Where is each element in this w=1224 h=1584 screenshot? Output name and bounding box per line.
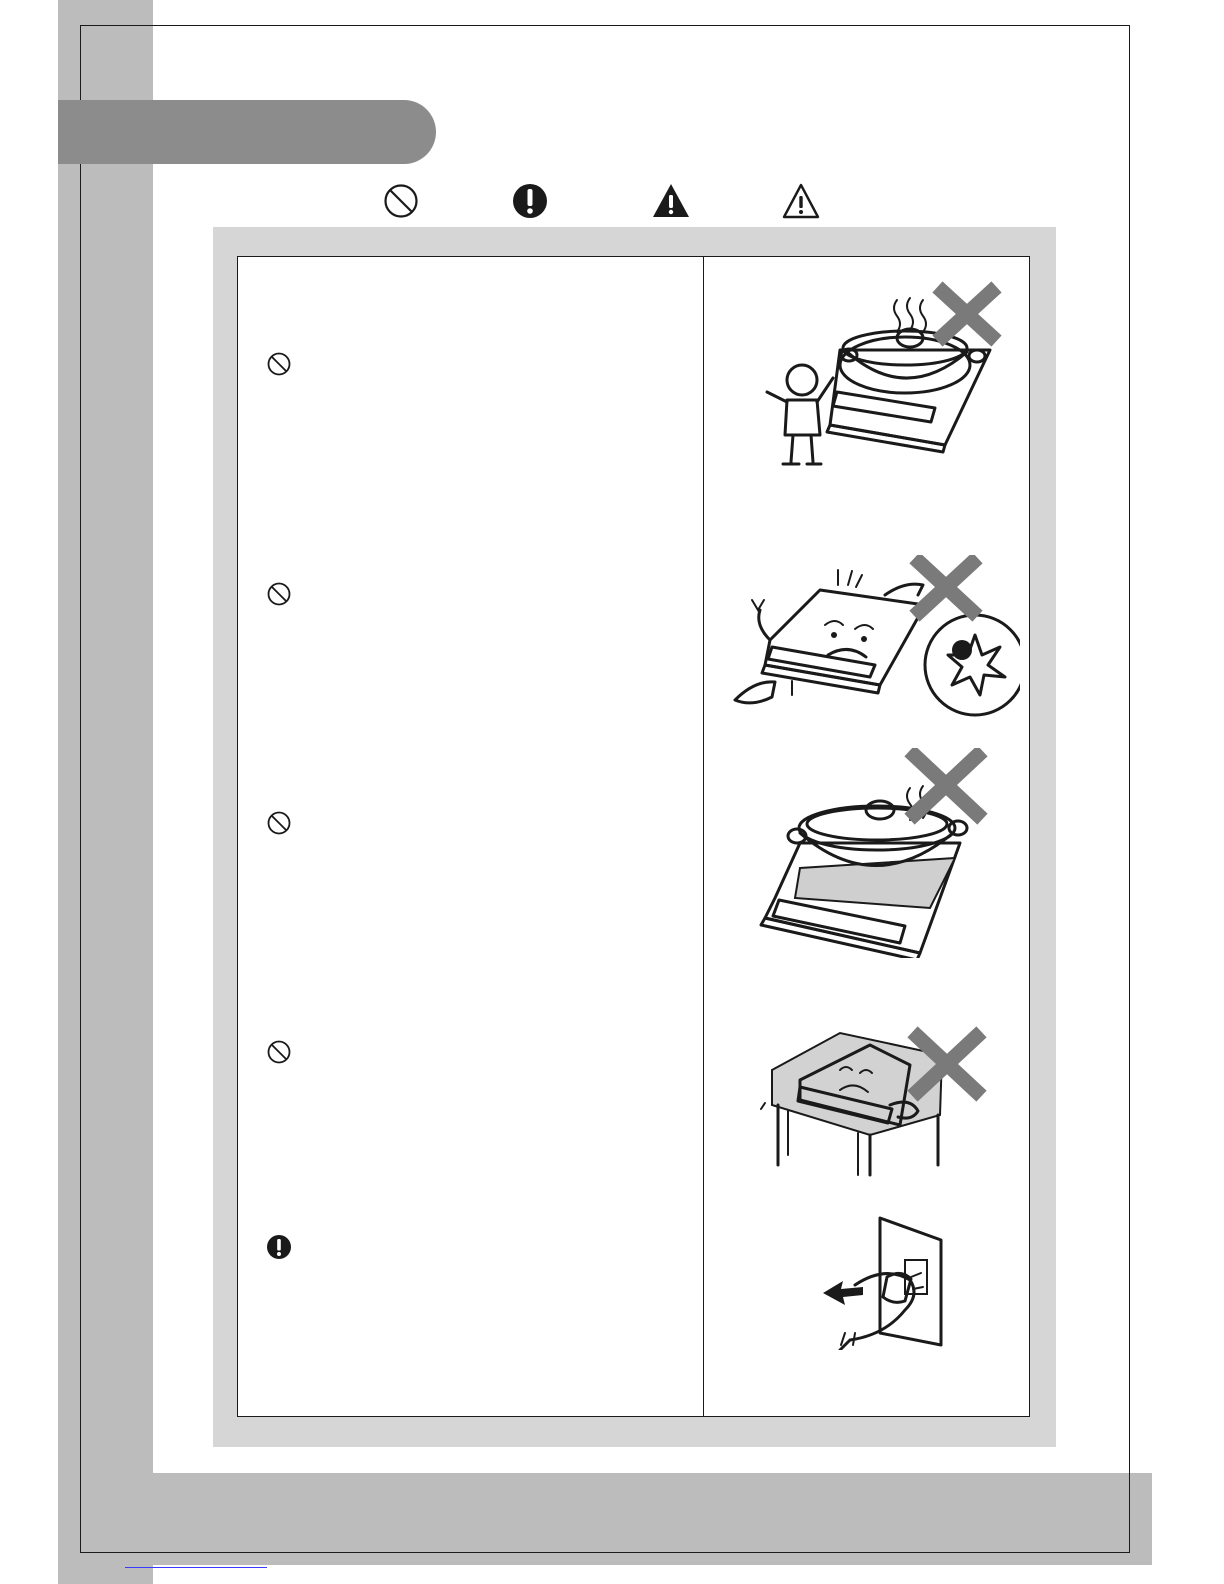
footer-link-underline[interactable] — [125, 1567, 267, 1568]
row-5-mandatory-icon — [266, 1234, 292, 1260]
section-header-tab — [58, 100, 436, 164]
caution-outline-icon — [782, 182, 820, 220]
warning-filled-icon — [652, 182, 690, 220]
child-near-hot-pot-illustration — [745, 280, 1005, 480]
stove-vents-blocked-illustration — [730, 555, 1020, 720]
row-3-prohibited-icon — [266, 810, 292, 836]
prohibited-icon — [382, 182, 420, 220]
row-1-prohibited-icon — [266, 351, 292, 377]
stove-on-table-illustration — [760, 1025, 1000, 1180]
row-2-prohibited-icon — [266, 581, 292, 607]
unplug-illustration — [815, 1215, 950, 1350]
column-divider — [703, 256, 704, 1417]
paper-under-pot-illustration — [755, 748, 1005, 958]
mandatory-icon — [511, 182, 549, 220]
row-4-prohibited-icon — [266, 1039, 292, 1065]
